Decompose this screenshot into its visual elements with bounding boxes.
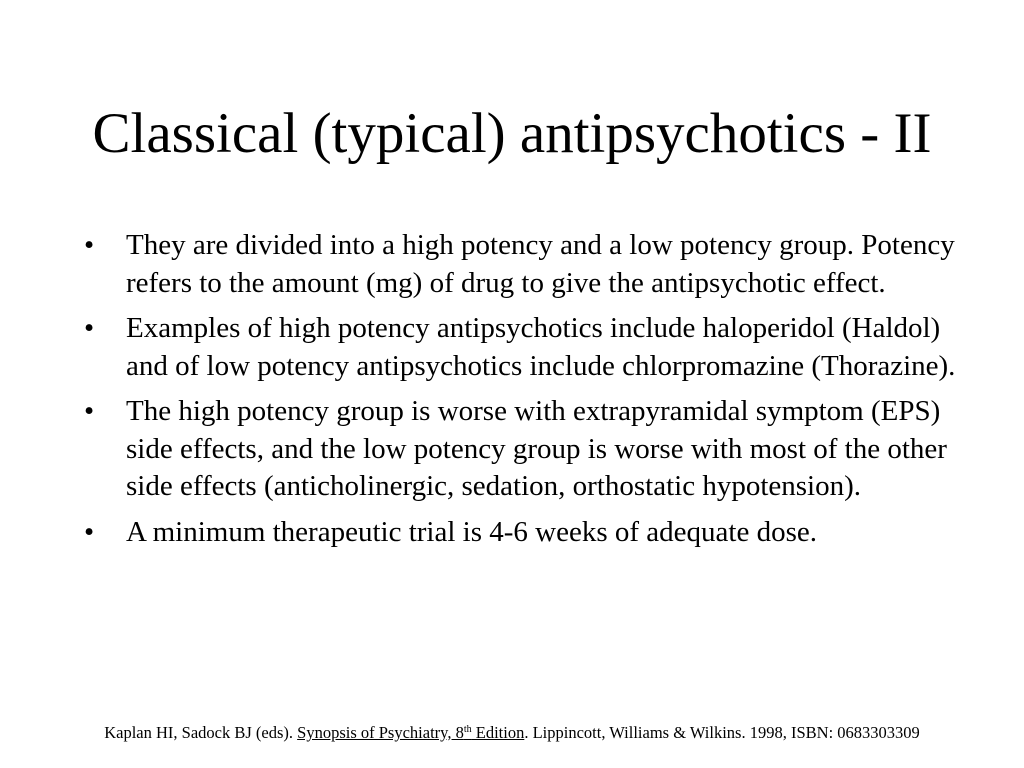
citation-book-title-suffix: Edition — [471, 723, 525, 742]
bullet-text: A minimum therapeutic trial is 4-6 weeks of adequate dose. — [126, 515, 817, 548]
bullet-item — [82, 227, 962, 302]
citation-book-title — [297, 723, 524, 742]
citation — [0, 722, 1024, 744]
citation-book-title-prefix: Synopsis of Psychiatry, 8 — [297, 723, 464, 742]
bullet-marker: • — [84, 312, 95, 344]
bullet-text: They are divided into a high potency and a low potency group. Potency refers to the amount (mg) of drug to give the antipsychotic effect. — [126, 229, 955, 299]
citation-authors: Kaplan HI, Sadock BJ (eds). — [104, 723, 298, 742]
bullet-list — [82, 227, 962, 559]
slide-title: Classical (typical) antipsychotics - II — [92, 102, 932, 165]
bullet-item — [82, 514, 962, 552]
bullet-item — [82, 393, 962, 506]
bullet-marker: • — [84, 229, 95, 261]
bullet-marker: • — [84, 395, 95, 427]
bullet-text: The high potency group is worse with extrapyramidal symptom (EPS) side effects, and the low potency group is worse with most of the other side effects (anticholinergic, sedation, orthostatic hypotension). — [126, 395, 947, 502]
citation-publisher-info: . Lippincott, Williams & Wilkins. 1998, ISBN: 0683303309 — [524, 723, 920, 742]
citation-edition-superscript: th — [463, 724, 472, 735]
bullet-item — [82, 310, 962, 385]
bullet-text: Examples of high potency antipsychotics include haloperidol (Haldol) and of low potency antipsychotics include chlorpromazine (Thorazine). — [126, 312, 956, 382]
bullet-marker: • — [84, 515, 95, 548]
